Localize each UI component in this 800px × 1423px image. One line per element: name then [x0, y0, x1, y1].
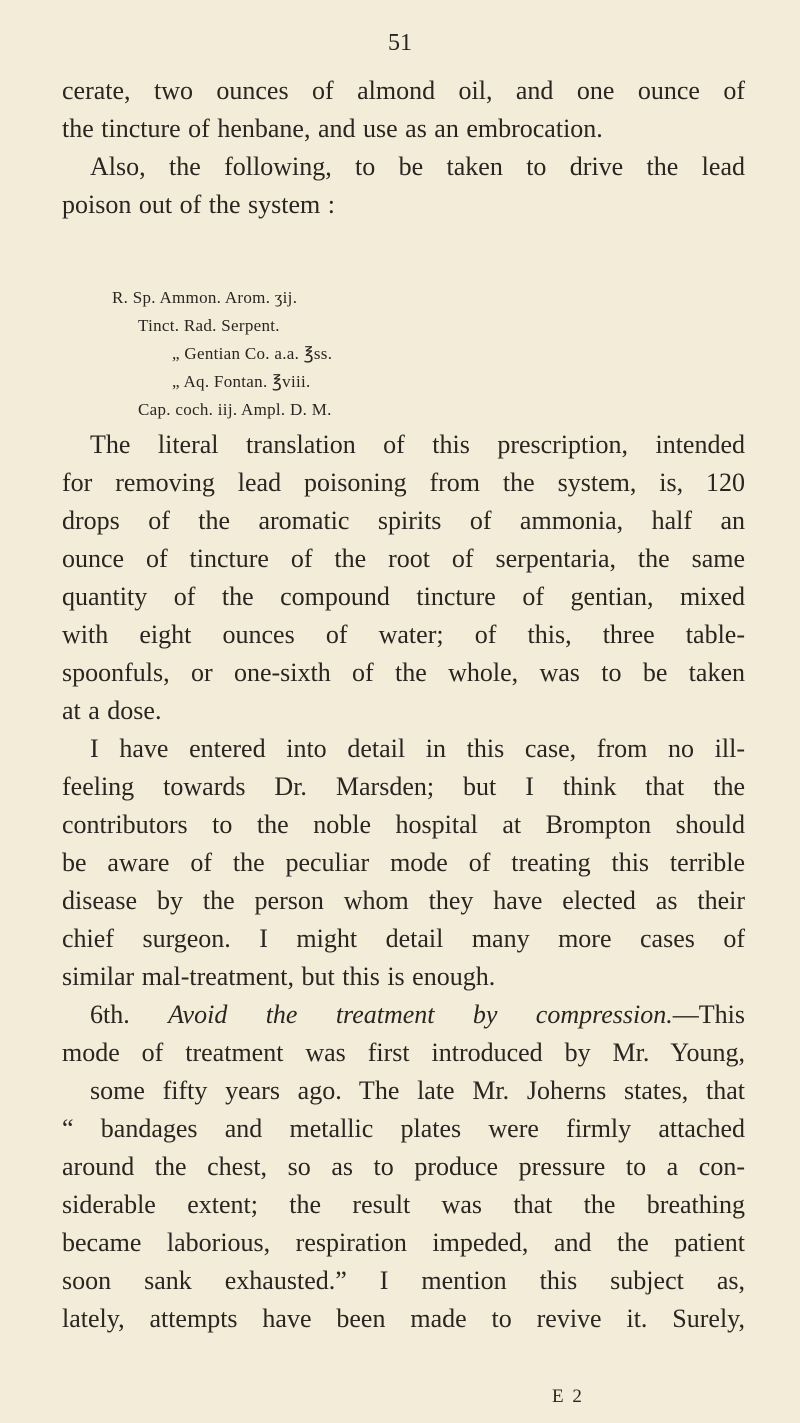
text-line: disease by the person whom they have elected as their	[62, 886, 745, 915]
text-line: with eight ounces of water; of this, three table-	[62, 620, 745, 649]
text-line: The literal translation of this prescription, intended	[90, 430, 745, 459]
section-heading-line	[62, 996, 745, 1034]
prescription-line: „ Gentian Co. a.a. ℥ss.	[172, 344, 333, 363]
section-number: 6th.	[90, 1000, 169, 1029]
text-line: poison out of the system :	[62, 190, 335, 219]
prescription-line: R. Sp. Ammon. Arom. ʒij.	[112, 288, 298, 307]
section-heading: Avoid the treatment by compression.	[168, 1000, 673, 1029]
text-line: spoonfuls, or one-sixth of the whole, was to be taken	[62, 658, 745, 687]
text-line: similar mal-treatment, but this is enough.	[62, 962, 496, 991]
text-line: quantity of the compound tincture of gentian, mixed	[62, 582, 745, 611]
text-line: Also, the following, to be taken to drive the lead	[90, 152, 745, 181]
text-line: chief surgeon. I might detail many more cases of	[62, 924, 745, 953]
text-line: feeling towards Dr. Marsden; but I think that the	[62, 772, 745, 801]
text-line: mode of treatment was first introduced by Mr. Young,	[62, 1038, 745, 1067]
text-line: some fifty years ago. The late Mr. Joherns states, that	[90, 1076, 745, 1105]
text-line: around the chest, so as to produce pressure to a con-	[62, 1152, 745, 1181]
text-line: soon sank exhausted.” I mention this subject as,	[62, 1266, 745, 1295]
prescription-line: Tinct. Rad. Serpent.	[138, 316, 280, 335]
text-line: I have entered into detail in this case, from no ill-	[90, 734, 745, 763]
text-line: “ bandages and metallic plates were firmly attached	[62, 1114, 745, 1143]
text-line: the tincture of henbane, and use as an embrocation.	[62, 114, 603, 143]
signature-mark: E 2	[552, 1386, 584, 1407]
text-line: contributors to the noble hospital at Brompton should	[62, 810, 745, 839]
text-line: at a dose.	[62, 696, 162, 725]
prescription-line: Cap. coch. iij. Ampl. D. M.	[138, 400, 332, 419]
prescription-line: „ Aq. Fontan. ℥viii.	[172, 372, 311, 391]
text-line: siderable extent; the result was that the breathing	[62, 1190, 745, 1219]
text-line: cerate, two ounces of almond oil, and one ounce of	[62, 76, 745, 105]
text-line: lately, attempts have been made to revive it. Surely,	[62, 1304, 745, 1333]
section-heading-rest: —This	[672, 1000, 745, 1029]
prescription-block	[112, 284, 332, 424]
page-number: 51	[388, 30, 412, 56]
text-line: for removing lead poisoning from the system, is, 120	[62, 468, 745, 497]
text-line: became laborious, respiration impeded, and the patient	[62, 1228, 745, 1257]
intro-paragraph	[62, 72, 745, 224]
text-line: ounce of tincture of the root of serpentaria, the same	[62, 544, 745, 573]
text-line: drops of the aromatic spirits of ammonia, half an	[62, 506, 745, 535]
main-text	[62, 426, 745, 1338]
text-line: be aware of the peculiar mode of treating this terrible	[62, 848, 745, 877]
